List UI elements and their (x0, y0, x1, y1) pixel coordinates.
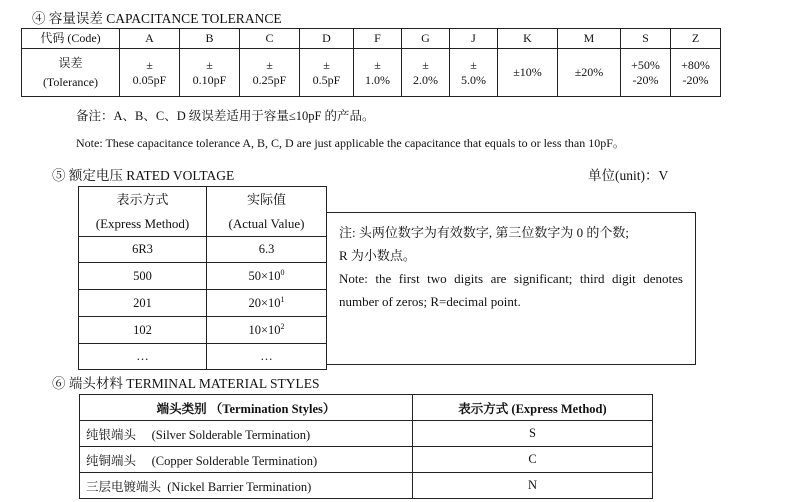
tolerance-note-en: Note: These capacitance tolerance A, B, C, D are just applicable the capacitance that equals to or less than 10pF。 (76, 136, 625, 150)
code-cell: K (498, 29, 558, 49)
voltage-note-en: Note: the first two digits are significant; third digit denotes number of zeros; R=decimal point. (339, 271, 683, 309)
code-cell: S (621, 29, 671, 49)
tolerance-section-title: ④ 容量误差 CAPACITANCE TOLERANCE (32, 11, 282, 26)
terminal-row: 三层电镀端头 (Nickel Barrier Termination) N (80, 473, 653, 499)
code-cell: M (558, 29, 621, 49)
tolerance-note-zh: 备注：A、B、C、D 级误差适用于容量≤10pF 的产品。 (76, 109, 375, 123)
tolerance-cell: ± 0.25pF (240, 49, 300, 97)
code-header: 代码 (Code) (22, 29, 120, 49)
tolerance-code-row (22, 29, 721, 49)
voltage-row: 6R3 6.3 (79, 237, 327, 263)
actual-value-header: 实际值 (Actual Value) (207, 187, 327, 237)
code-cell: D (300, 29, 354, 49)
voltage-note-box (326, 212, 696, 365)
tolerance-cell: ±20% (558, 49, 621, 97)
tolerance-cell: ±10% (498, 49, 558, 97)
voltage-row: 102 $10\times 10^2$ (79, 317, 327, 344)
tolerance-header (22, 49, 120, 97)
terminal-table (79, 394, 653, 499)
tolerance-header-en: (Tolerance) (42, 74, 99, 89)
voltage-header-row (79, 187, 327, 237)
tolerance-cell: +50% -20% (621, 49, 671, 97)
tolerance-value-row (22, 49, 721, 97)
termination-styles-header: 端头类别 （Termination Styles） (80, 395, 413, 421)
code-cell: Z (671, 29, 721, 49)
voltage-unit: 单位(unit)：V (588, 168, 669, 183)
tolerance-cell: ± 2.0% (402, 49, 450, 97)
terminal-row: 纯银端头 (Silver Solderable Termination) S (80, 421, 653, 447)
tolerance-table (21, 28, 721, 97)
code-cell: A (120, 29, 180, 49)
tolerance-cell: ± 1.0% (354, 49, 402, 97)
code-cell: G (402, 29, 450, 49)
tolerance-cell: ± 0.05pF (120, 49, 180, 97)
voltage-row: … … (79, 344, 327, 370)
terminal-section-title: ⑥ 端头材料 TERMINAL MATERIAL STYLES (52, 376, 320, 391)
voltage-table (78, 186, 327, 370)
terminal-header-row (80, 395, 653, 421)
code-cell: F (354, 29, 402, 49)
voltage-note-zh-2: R 为小数点。 (339, 248, 416, 263)
tolerance-cell: +80% -20% (671, 49, 721, 97)
voltage-row: 500 $50\times 10^0$ (79, 263, 327, 290)
terminal-row: 纯铜端头 (Copper Solderable Termination) C (80, 447, 653, 473)
tolerance-header-zh: 误差 (58, 55, 83, 70)
tolerance-cell: ± 0.5pF (300, 49, 354, 97)
tolerance-cell: ± 5.0% (450, 49, 498, 97)
code-cell: J (450, 29, 498, 49)
code-cell: C (240, 29, 300, 49)
express-method-header: 表示方式 (Express Method) (79, 187, 207, 237)
tolerance-cell: ± 0.10pF (180, 49, 240, 97)
voltage-section-title: ⑤ 额定电压 RATED VOLTAGE (52, 168, 235, 183)
voltage-note-zh-1: 注: 头两位数字为有效数字, 第三位数字为 0 的个数; (339, 225, 629, 240)
voltage-row: 201 $20\times 10^1$ (79, 290, 327, 317)
express-method-header: 表示方式 (Express Method) (413, 395, 653, 421)
code-cell: B (180, 29, 240, 49)
